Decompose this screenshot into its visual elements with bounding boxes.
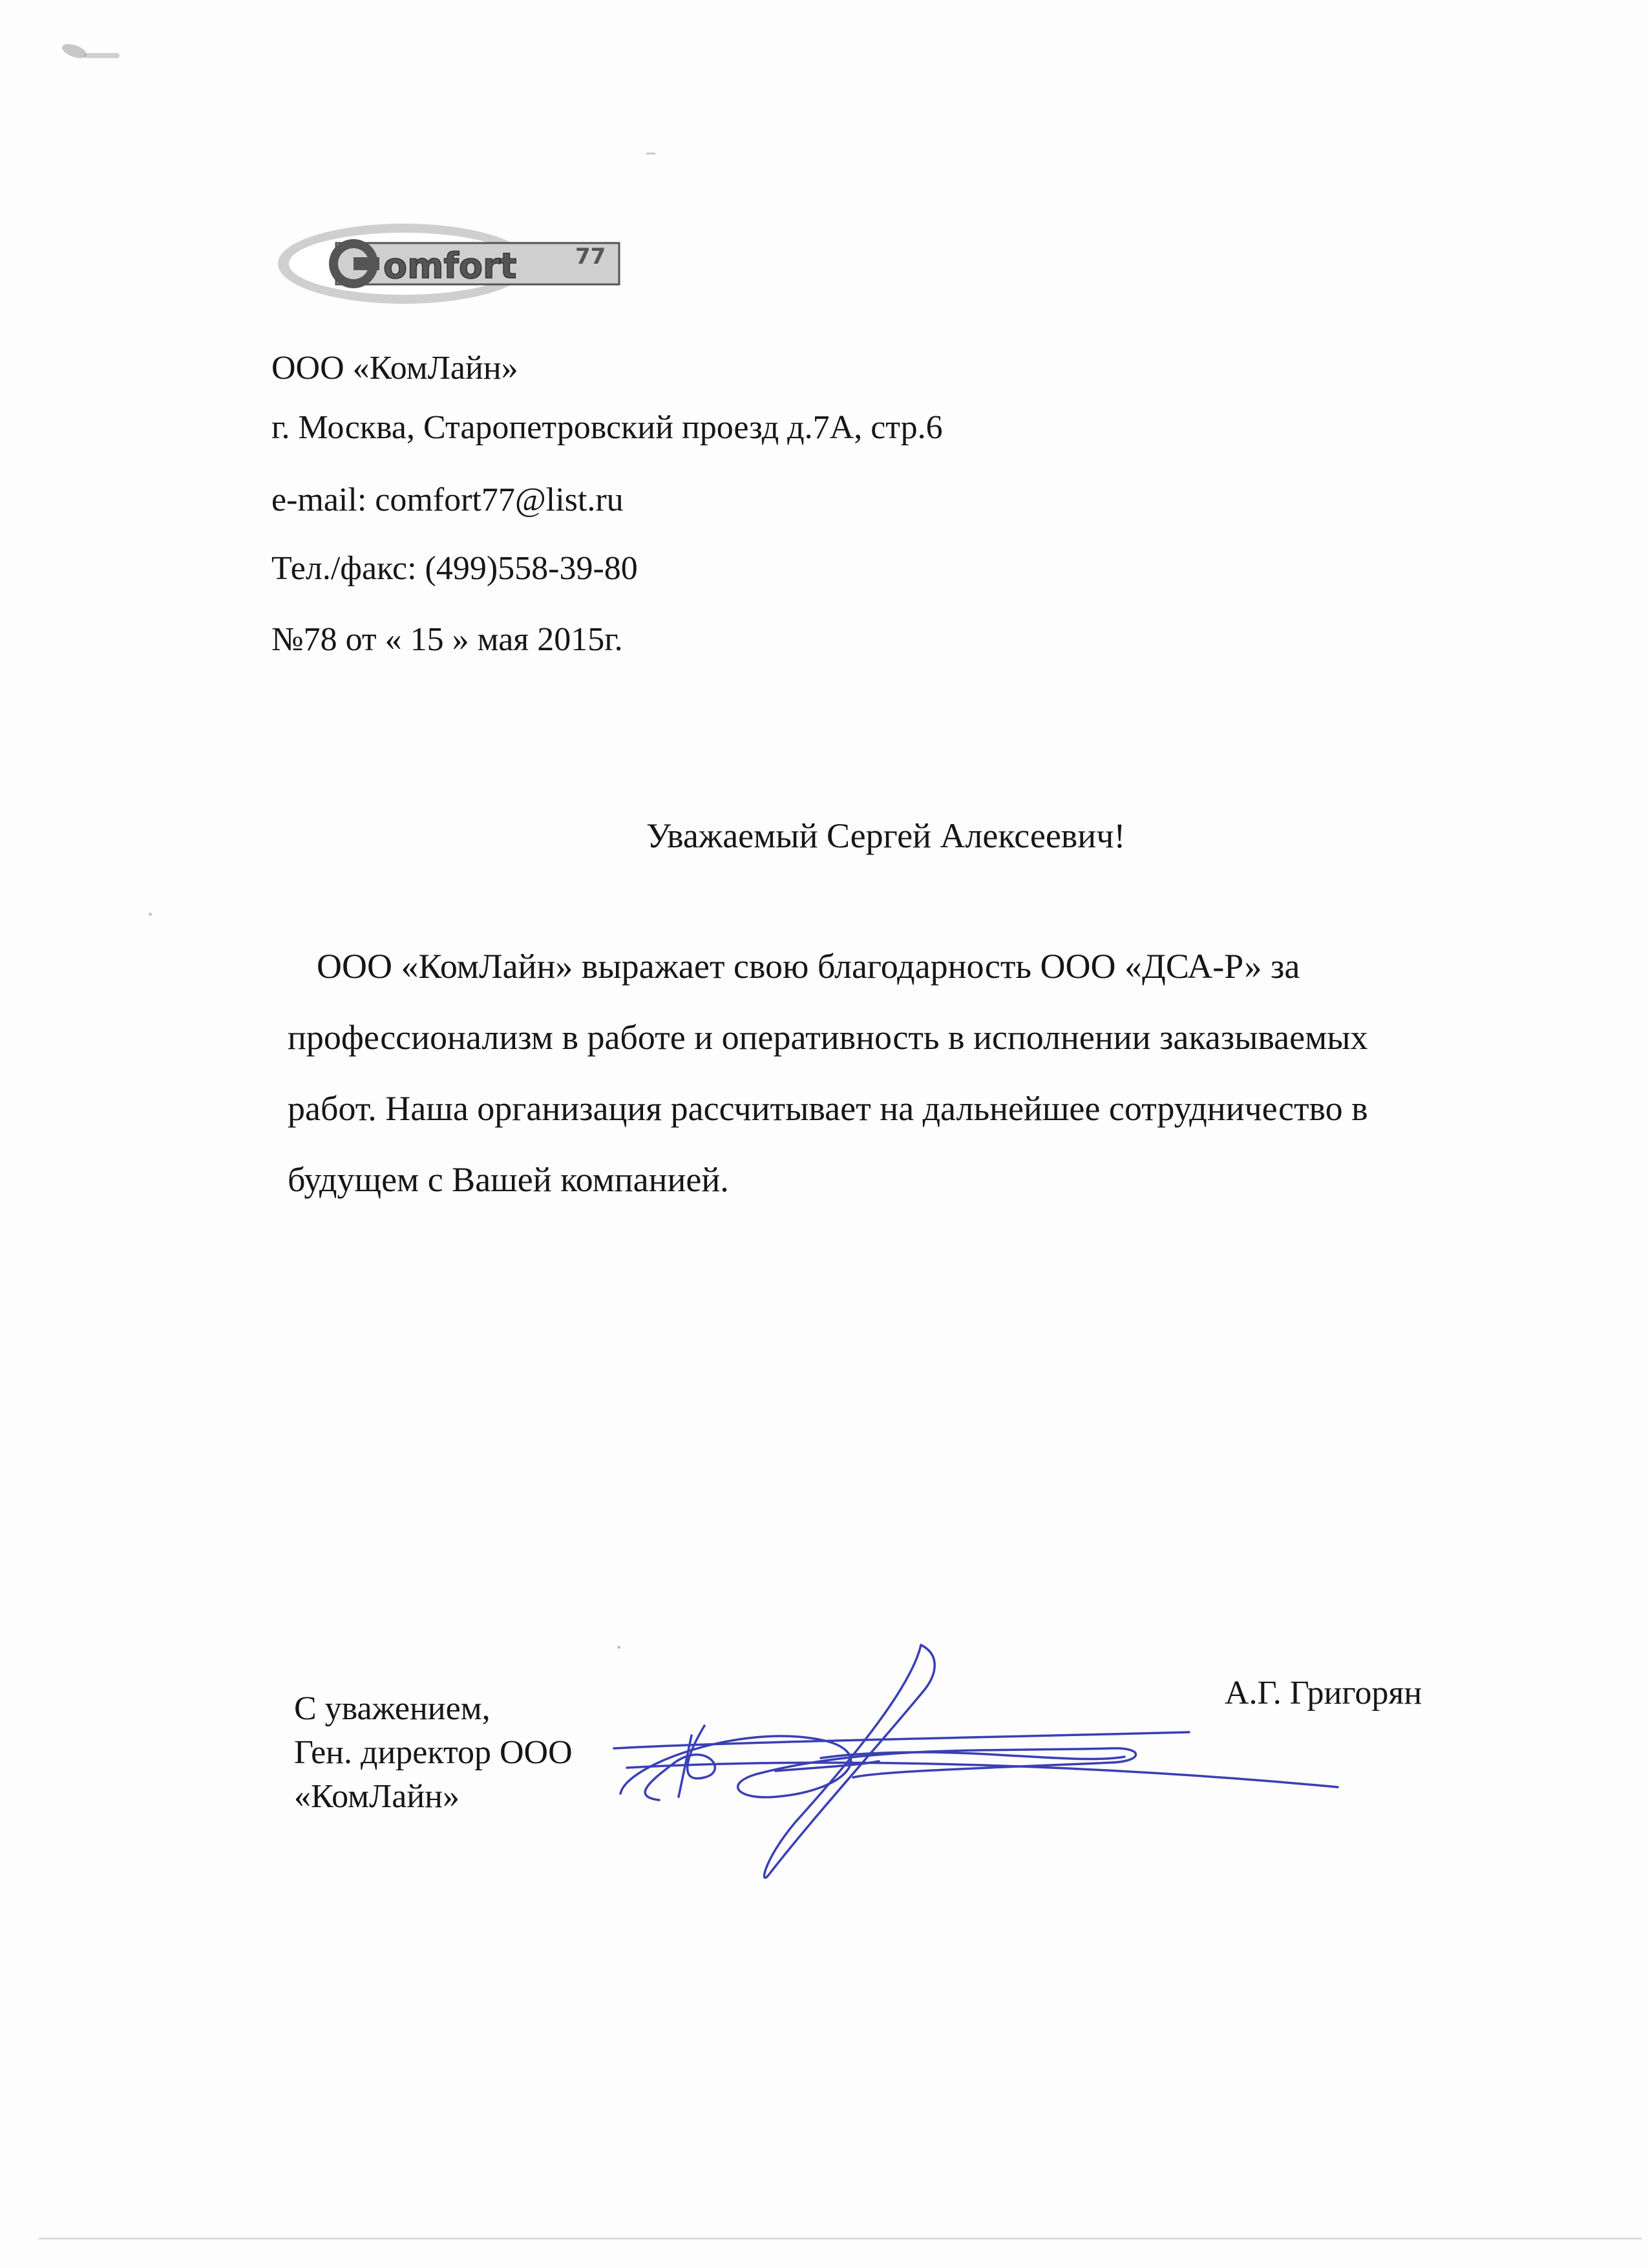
company-email: e-mail: comfort77@list.ru: [271, 482, 624, 518]
company-address: г. Москва, Старопетровский проезд д.7А, стр.6: [271, 409, 943, 446]
closing-regards: С уважением,: [294, 1690, 491, 1727]
salutation: Уважаемый Сергей Алексеевич!: [646, 816, 1126, 855]
company-logo: [275, 218, 620, 306]
company-phone: Тел./факс: (499)558-39-80: [271, 550, 638, 587]
scan-speck: [60, 41, 89, 61]
signatory-name: А.Г. Григорян: [1225, 1675, 1422, 1712]
body-line: профессионализм в работе и оперативность в исполнении заказываемых: [288, 1018, 1368, 1057]
scan-edge-line: [39, 2238, 1642, 2240]
closing-title: Ген. директор ООО: [294, 1734, 573, 1771]
closing-company: «КомЛайн»: [294, 1778, 460, 1815]
logo-number: 77: [575, 244, 606, 270]
closing-block: [294, 1687, 573, 1819]
handwritten-signature: [607, 1629, 1351, 1900]
scan-speck: [84, 53, 120, 58]
company-name: ООО «КомЛайн»: [271, 350, 518, 387]
letter-body: [288, 931, 1464, 1215]
body-line: работ. Наша организация рассчитывает на дальнейшее сотрудничество в: [288, 1089, 1368, 1128]
scan-speck: [646, 153, 655, 154]
body-line: будущем с Вашей компанией.: [288, 1160, 729, 1199]
letter-reference: №78 от « 15 » мая 2015г.: [271, 621, 623, 658]
body-line: ООО «КомЛайн» выражает свою благодарность ООО «ДСА-Р» за: [317, 947, 1300, 986]
scan-speck: [149, 913, 152, 916]
logo-text: omfort: [383, 246, 517, 286]
